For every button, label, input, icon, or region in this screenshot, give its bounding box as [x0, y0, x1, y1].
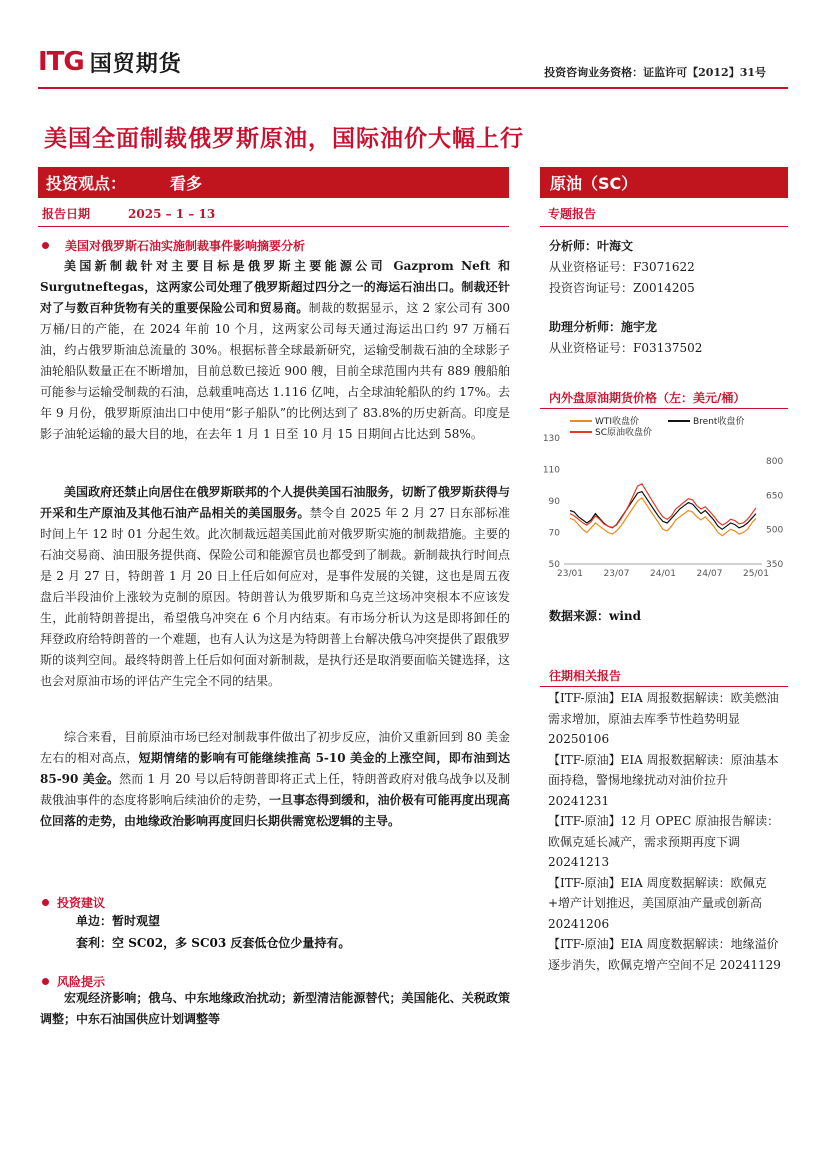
related-report-item[interactable]: 【ITF-原油】EIA 周报数据解读：原油基本面持稳，警惕地缘扰动对油价拉升 20241231 — [548, 752, 779, 808]
analyst-assist-label: 助理分析师： — [549, 320, 622, 334]
legend-label: SC原油收盘价 — [595, 428, 652, 438]
bullet-icon — [42, 899, 49, 906]
chart-title: 内外盘原油期货价格（左：美元/桶） — [549, 391, 746, 405]
assist-cert-label: 从业资格证号： — [549, 341, 634, 355]
logo — [38, 46, 182, 78]
x-tick-label: 24/07 — [696, 569, 723, 579]
y-left-tick-label: 130 — [542, 434, 560, 444]
y-left-tick-label: 90 — [548, 497, 560, 507]
chart-divider — [540, 408, 788, 409]
risk-heading-text: 风险提示 — [57, 975, 106, 989]
x-tick-label: 23/07 — [603, 569, 630, 579]
paragraph-3-d: 一旦事态得到缓和，油价极有可能再度出现高位回落的走势，由地缘政治影响再度回归长期供需宽松逻辑的主导。 — [40, 793, 510, 828]
section-heading-advice — [42, 894, 105, 911]
analyst-assist — [549, 318, 657, 335]
advice-heading-text: 投资建议 — [57, 896, 106, 910]
paragraph-2 — [40, 482, 510, 692]
report-type: 专题报告 — [548, 207, 597, 221]
report-title: 美国全面制裁俄罗斯原油，国际油价大幅上行 — [44, 126, 524, 152]
paragraph-2-text: 禁令自 2025 年 2 月 27 日东部标准时间上午 12 时 01 分起生效。此次制裁远超美国此前对俄罗斯实施的制裁措施。主要的石油交易商、油田服务提供商、保险公司和能源官员也都受到了制裁。新制裁执行时间点是 2 月 27 日，特朗普 1 月 20 日上任后如何应对，是事件发展的关键，这也是周五夜盘后半段油价上涨较为克制的原因。特朗普认为俄罗斯和乌克兰这场冲突根本不应该发生，此前特朗普提出，希望俄乌冲突在 6 个月内结束。有市场分析认为这是即将卸任的拜登政府给特朗普的一个难题，也有人认为这是为特朗普上台解决俄乌冲突提供了跟俄罗斯的谈判空间。最终特朗普上任后如何面对新制裁，是执行还是取消要面临关键选择，这也会对原油市场的评估产生完全不同的结果。 — [40, 506, 510, 688]
paragraph-3-c: 然而 1 月 20 号以后特朗普即将正式上任，特朗普政府对俄乌战争以及制裁俄油事件的态度将影响后续油价的走势， — [40, 772, 511, 807]
y-right-tick-label: 350 — [766, 560, 784, 570]
related-reports-title: 往期相关报告 — [549, 669, 622, 683]
y-right-tick-label: 500 — [766, 525, 784, 536]
product-bar: 原油（SC） — [540, 167, 788, 198]
y-left-tick-label: 110 — [542, 465, 560, 476]
data-source: 数据来源：wind — [549, 609, 642, 623]
license-text: 投资咨询业务资格：证监许可【2012】31号 — [544, 66, 766, 79]
analyst-assist-cert — [549, 339, 702, 356]
x-tick-label: 23/01 — [557, 569, 583, 579]
right-divider — [540, 226, 788, 227]
logo-itg-text: ITG — [38, 47, 84, 77]
paragraph-1 — [40, 256, 510, 445]
legend-label: WTI收盘价 — [595, 417, 640, 427]
series-line-Brent收盘价 — [570, 492, 756, 530]
y-right-tick-label: 800 — [766, 456, 784, 467]
related-report-item[interactable]: 【ITF-原油】EIA 周度数据解读：欧佩克+增产计划推迟，美国原油产量或创新高 20241206 — [548, 875, 767, 931]
advice-single — [76, 912, 160, 929]
related-report-item[interactable]: 【ITF-原油】EIA 周度数据解读：地缘溢价逐步消失，欧佩克增产空间不足 20241129 — [548, 937, 781, 972]
report-date-row — [42, 205, 215, 222]
cert1-label: 从业资格证号： — [549, 260, 634, 274]
assist-cert-value: F03137502 — [633, 341, 703, 355]
cert2-label: 投资咨询证号： — [549, 281, 634, 295]
analyst-main-name: 叶海文 — [597, 239, 634, 253]
price-chart-svg — [540, 412, 788, 590]
investment-view-bar — [38, 167, 509, 198]
view-label: 投资观点： — [46, 174, 127, 193]
advice-arbitrage — [76, 934, 350, 951]
paragraph-2-bold: 美国政府还禁止向居住在俄罗斯联邦的个人提供美国石油服务，切断了俄罗斯获得与开采和生产原油及其他石油产品相关的美国服务。 — [40, 485, 510, 520]
risk-text: 宏观经济影响；俄乌、中东地缘政治扰动；新型清洁能源替代；美国能化、关税政策调整；中东石油国供应计划调整等 — [40, 991, 510, 1026]
analyst-assist-name: 施宇龙 — [621, 320, 658, 334]
bullet-icon — [42, 242, 49, 249]
paragraph-3-a: 综合来看，目前原油市场已经对制裁事件做出了初步反应，油价又重新回到 80 美金左右的相对高点， — [40, 730, 510, 765]
analyst-main-cert1 — [549, 258, 695, 275]
cert2-value: Z0014205 — [633, 281, 695, 295]
section-heading-sanctions — [42, 237, 305, 254]
advice-single-label: 单边： — [76, 914, 113, 928]
left-divider — [38, 226, 509, 227]
analyst-main-label: 分析师： — [549, 239, 598, 253]
header-divider — [38, 87, 788, 89]
analyst-main-cert2 — [549, 279, 695, 296]
related-reports-list — [548, 688, 788, 975]
paragraph-1-text: 制裁的数据显示，这 2 家公司有 300 万桶/日的产能，在 2024 年前 10 个月，这两家公司每天通过海运出口约 97 万桶石油，约占俄罗斯油总流量的 30%。根据标普全球最新研究，运输受制裁石油的全球影子油轮船队数量正在不断增加，目前总数已接近 900 艘，目前全球范围内共有 889 艘船舶可能参与运输受制裁的石油，总载重吨高达 1.116 亿吨，占全球油轮船队的约 17%。去年 9 月份，俄罗斯原油出口中使用“影子船队”的比例达到了 83.8%的历史新高。印度是影子油轮运输的最大目的地，在去年 1 月 1 日至 10 月 15 日期间占比达到 58%。 — [40, 301, 510, 441]
view-value: 看多 — [170, 174, 203, 193]
x-tick-label: 25/01 — [743, 569, 769, 579]
bullet-icon — [42, 978, 49, 985]
y-left-tick-label: 70 — [548, 528, 560, 539]
x-tick-label: 24/01 — [650, 569, 676, 579]
report-date-label: 报告日期 — [42, 207, 91, 221]
price-chart — [540, 412, 788, 590]
paragraph-3 — [40, 727, 510, 832]
analyst-main — [549, 237, 633, 254]
advice-single-value: 暂时观望 — [112, 914, 161, 928]
paragraph-3-b: 短期情绪的影响有可能继续推高 5-10 美金的上涨空间，即布油到达 85-90 美金。 — [40, 751, 510, 786]
report-date-value: 2025 – 1 – 13 — [128, 207, 216, 221]
y-left-tick-label: 50 — [548, 560, 560, 570]
related-report-item[interactable]: 【ITF-原油】12 月 OPEC 原油报告解读：欧佩克延长减产，需求预期再度下调 20241213 — [548, 814, 780, 869]
section-heading-text: 美国对俄罗斯石油实施制裁事件影响摘要分析 — [65, 239, 306, 253]
cert1-value: F3071622 — [633, 260, 695, 274]
advice-arb-value: 空 SC02，多 SC03 反套低仓位少量持有。 — [112, 936, 351, 950]
related-divider — [540, 686, 788, 687]
advice-arb-label: 套利： — [76, 936, 113, 950]
logo-company-name: 国贸期货 — [89, 51, 182, 77]
related-report-item[interactable]: 【ITF-原油】EIA 周报数据解读：欧美燃油需求增加，原油去库季节性趋势明显 20250106 — [548, 691, 779, 746]
legend-label: Brent收盘价 — [693, 417, 745, 427]
paragraph-1-bold: 美国新制裁针对主要目标是俄罗斯主要能源公司 Gazprom Neft 和 Surgutneftegas，这两家公司处理了俄罗斯超过四分之一的海运石油出口。制裁还针对了与数百种货物有关的重要保险公司和贸易商。 — [40, 259, 510, 315]
y-right-tick-label: 650 — [766, 491, 784, 502]
